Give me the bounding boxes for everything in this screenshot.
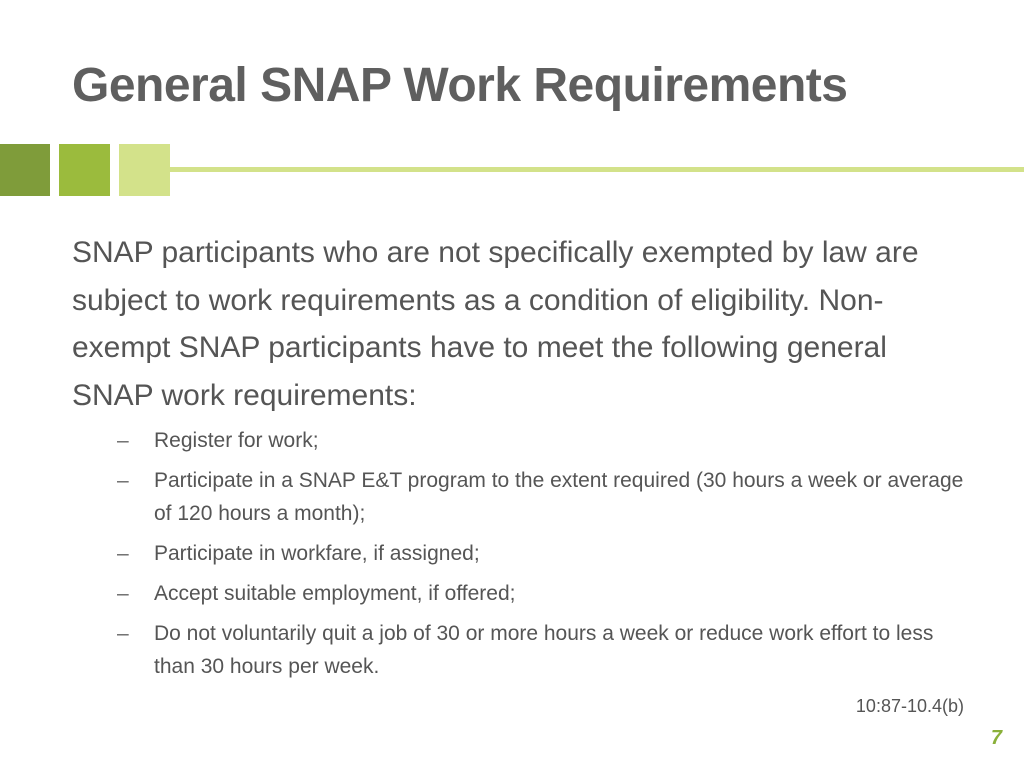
- list-item: [72, 577, 972, 610]
- list-item-text: Participate in workfare, if assigned;: [154, 542, 480, 565]
- accent-line: [170, 167, 1024, 172]
- slide-number: 7: [990, 727, 1002, 749]
- dash-bullet-icon: –: [117, 622, 129, 645]
- requirements-list: [72, 424, 972, 690]
- dash-bullet-icon: –: [117, 469, 129, 492]
- list-item-text: Do not voluntarily quit a job of 30 or more hours a week or reduce work effort to less than 30 hours per week.: [154, 622, 934, 678]
- list-item-text: Register for work;: [154, 429, 319, 452]
- dash-bullet-icon: –: [117, 429, 129, 452]
- list-item: [72, 617, 972, 683]
- slide-title: General SNAP Work Requirements: [72, 59, 848, 112]
- accent-square-dark: [0, 144, 50, 196]
- list-item: [72, 464, 972, 530]
- accent-square-mid: [59, 144, 110, 196]
- accent-square-light: [119, 144, 170, 196]
- list-item-text: Participate in a SNAP E&T program to the extent required (30 hours a week or average of 120 hours a month);: [154, 469, 964, 525]
- intro-paragraph: SNAP participants who are not specifically exempted by law are subject to work requirements as a condition of eligibility. Non-exempt SNAP participants have to meet the following general SNAP work requirements:: [72, 236, 919, 412]
- list-item-text: Accept suitable employment, if offered;: [154, 582, 516, 605]
- list-item: [72, 537, 972, 570]
- title-divider: [0, 144, 1024, 198]
- dash-bullet-icon: –: [117, 542, 129, 565]
- list-item: [72, 424, 972, 457]
- dash-bullet-icon: –: [117, 582, 129, 605]
- citation: 10:87-10.4(b): [855, 696, 964, 716]
